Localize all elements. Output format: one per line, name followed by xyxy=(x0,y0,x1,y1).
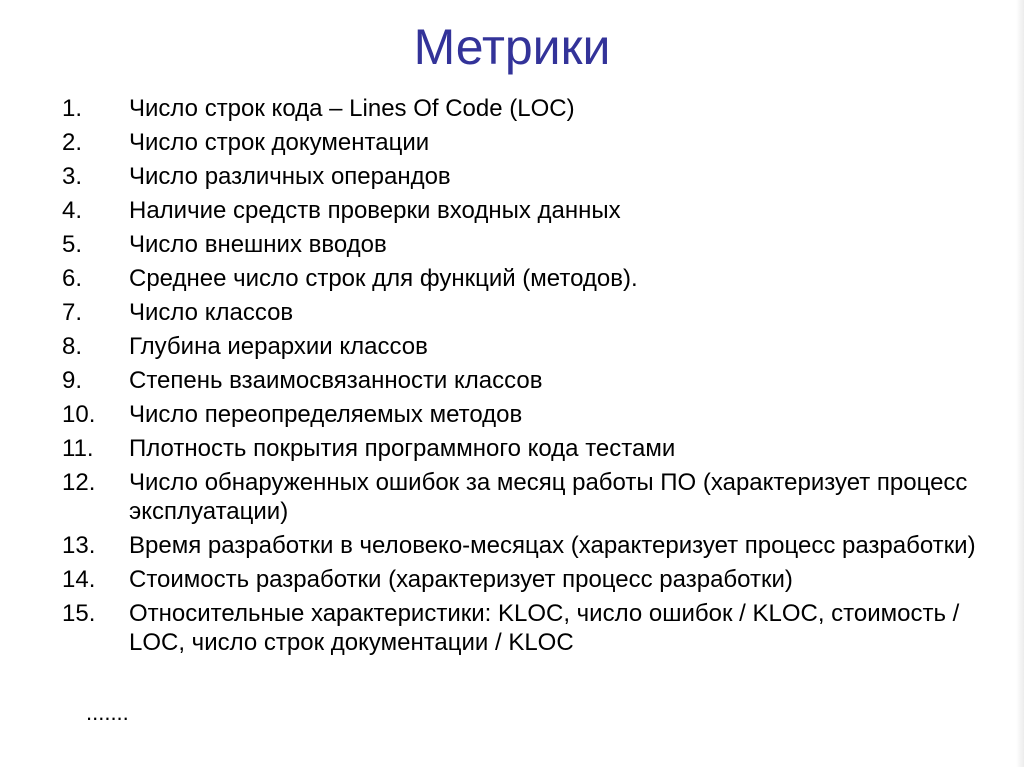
item-number: 3. xyxy=(62,163,83,190)
item-text: Число обнаруженных ошибок за месяц работы ПО (характеризует процесс эксплуатации) xyxy=(129,469,968,525)
continuation-ellipsis: ....... xyxy=(86,700,129,725)
item-text: Число внешних вводов xyxy=(129,231,387,258)
item-text: Время разработки в человеко-месяцах (характеризует процесс разработки) xyxy=(129,532,976,559)
item-text: Стоимость разработки (характеризует процесс разработки) xyxy=(129,566,793,593)
list-item xyxy=(0,298,1010,327)
slide-title: Метрики xyxy=(413,19,611,75)
item-number: 6. xyxy=(62,265,83,292)
item-number: 10. xyxy=(62,401,96,428)
item-number: 14. xyxy=(62,566,96,593)
item-number: 1. xyxy=(62,95,83,122)
list-item xyxy=(0,599,1010,657)
list-item xyxy=(0,565,1010,594)
list-item xyxy=(0,434,1010,463)
list-item xyxy=(0,94,1010,123)
list-item xyxy=(0,230,1010,259)
list-item xyxy=(0,366,1010,395)
item-number: 5. xyxy=(62,231,83,258)
metric-list xyxy=(0,94,1010,662)
item-text: Число классов xyxy=(129,299,294,326)
list-item xyxy=(0,162,1010,191)
list-item xyxy=(0,264,1010,293)
item-text: Среднее число строк для функций (методов). xyxy=(129,265,638,292)
item-number: 8. xyxy=(62,333,83,360)
item-text: Степень взаимосвязанности классов xyxy=(129,367,543,394)
list-item xyxy=(0,128,1010,157)
item-number: 4. xyxy=(62,197,83,224)
item-text: Число строк документации xyxy=(129,129,430,156)
item-text: Плотность покрытия программного кода тестами xyxy=(129,435,676,462)
item-text: Число различных операндов xyxy=(129,163,451,190)
list-item xyxy=(0,332,1010,361)
list-item xyxy=(0,400,1010,429)
item-text: Число строк кода – Lines Of Code (LOC) xyxy=(129,95,575,122)
item-number: 2. xyxy=(62,129,83,156)
slide-edge-shadow xyxy=(1016,0,1024,767)
list-item xyxy=(0,531,1010,560)
list-item xyxy=(0,196,1010,225)
list-item xyxy=(0,468,1010,526)
item-number: 15. xyxy=(62,600,96,627)
item-number: 13. xyxy=(62,532,96,559)
item-number: 11. xyxy=(62,435,94,462)
item-number: 9. xyxy=(62,367,83,394)
item-text: Число переопределяемых методов xyxy=(129,401,523,428)
item-number: 12. xyxy=(62,469,96,496)
item-text: Наличие средств проверки входных данных xyxy=(129,197,621,224)
item-text: Относительные характеристики: KLOC, число ошибок / KLOC, стоимость / LOC, число строк документации / KLOC xyxy=(129,600,960,656)
item-number: 7. xyxy=(62,299,83,326)
item-text: Глубина иерархии классов xyxy=(129,333,428,360)
